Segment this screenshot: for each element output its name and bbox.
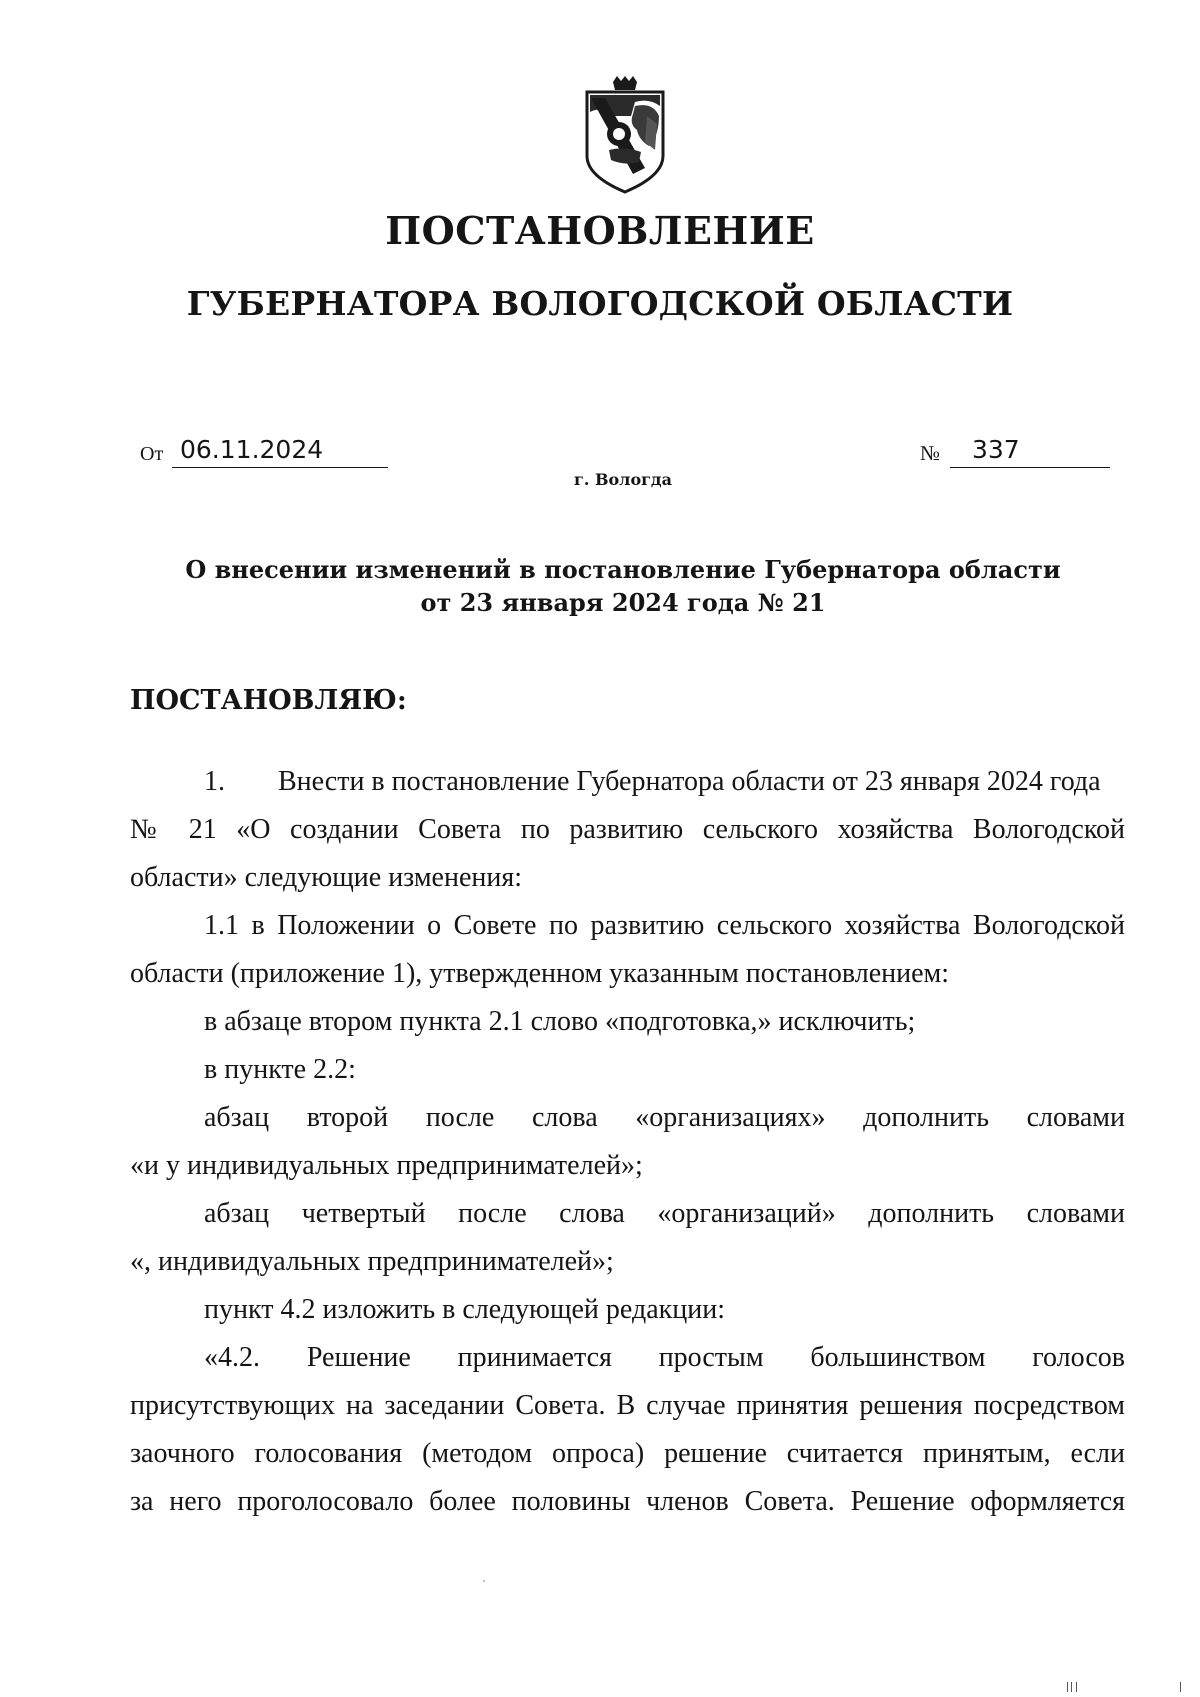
paragraph-text: Внести в постановление Губернатора области от 23 января 2024 года [278,766,1101,797]
scan-edge-mark [1180,1682,1181,1692]
paragraph-8-line-4: за него проголосовало более половины членов Совета. Решение оформляется [130,1486,1125,1517]
paragraph-1-line-1 [130,758,1125,806]
scan-edge-mark [1076,1682,1077,1692]
paragraph-8-line-1: «4.2. Решение принимается простым большинством голосов [204,1342,1125,1373]
paragraph-2-line-1: 1.1 в Положении о Совете по развитию сельского хозяйства Вологодской [204,910,1125,941]
paragraph-8-line-2: присутствующих на заседании Совета. В случае принятия решения посредством [130,1390,1125,1421]
number-field [920,434,1110,468]
paragraph-3-line-1: в абзаце втором пункта 2.1 слово «подготовка,» исключить; [204,1006,916,1037]
paragraph-5-line-2: «и у индивидуальных предпринимателей»; [130,1150,643,1181]
number-prefix: № [920,441,941,465]
paragraph-4-line-1: в пункте 2.2: [204,1054,356,1085]
vologda-coat-of-arms-icon [579,76,671,194]
paragraph-6-line-2: «, индивидуальных предпринимателей»; [130,1246,614,1277]
paragraph-6-line-1: абзац четвертый после слова «организаций» дополнить словами [204,1198,1125,1229]
document-title: ПОСТАНОВЛЕНИЕ [385,208,815,253]
paragraph-8-line-3: заочного голосования (методом опроса) решение считается принятым, если [130,1438,1125,1469]
document-body [130,758,1125,1526]
date-prefix: От [140,443,164,465]
document-subject [0,553,1200,619]
subject-line-1: О внесении изменений в постановление Губернатора области [185,555,1061,584]
date-value: 06.11.2024 [172,433,388,468]
paragraph-5-line-1: абзац второй после слова «организациях» дополнить словами [204,1102,1125,1133]
paragraph-1-line-2: № 21 «О создании Совета по развитию сельского хозяйства Вологодской [130,814,1125,845]
number-value: 337 [950,433,1110,468]
date-field [140,434,388,468]
paragraph-1-line-3: области» следующие изменения: [130,862,523,893]
scan-edge-mark [1071,1682,1072,1692]
paragraph-7-line-1: пункт 4.2 изложить в следующей редакции: [204,1294,725,1325]
city-label: г. Вологда [574,470,672,489]
decree-heading: ПОСТАНОВЛЯЮ: [130,685,407,716]
scan-edge-mark [1067,1682,1068,1692]
paragraph-2-line-2: области (приложение 1), утвержденном указанным постановлением: [130,958,950,989]
scan-dot [483,1580,485,1582]
subject-line-2: от 23 января 2024 года № 21 [420,588,826,617]
paragraph-number: 1. [204,766,225,797]
document-subtitle: ГУБЕРНАТОРА ВОЛОГОДСКОЙ ОБЛАСТИ [186,284,1014,323]
